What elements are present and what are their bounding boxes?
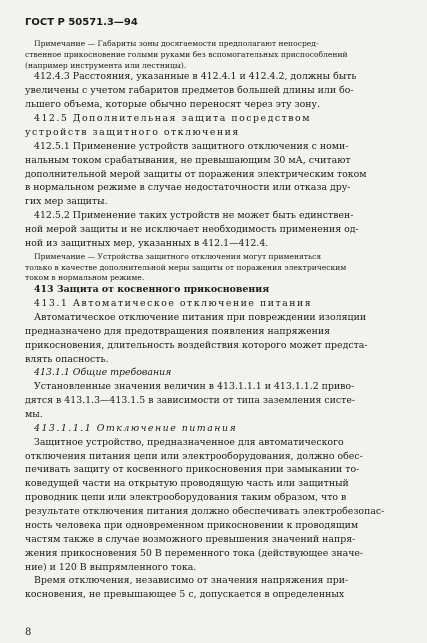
paragraph-line: влять опасность. [25, 354, 109, 365]
paragraph-line: результате отключения питания должно обеспечивать электробезопас- [25, 506, 385, 517]
paragraph-line: ной мерой защиты и не исключает необходимость применения од- [25, 224, 359, 235]
paragraph-line: льшего объема, которые обычно переносят через эту зону. [25, 99, 321, 110]
paragraph-line: отключения питания цепи или электрооборудования, должно обес- [25, 451, 363, 462]
paragraph-line: увеличены с учетом габаритов предметов большей длины или бо- [25, 85, 354, 96]
subsection-heading: 413.1.1.1 Отключение питания [34, 423, 238, 434]
subsection-heading: 413.1.1 Общие требования [34, 367, 172, 378]
note-text-line: (например инструмента или лестницы). [25, 61, 187, 70]
section-heading: 413 Защита от косвенного прикосновения [34, 284, 270, 295]
paragraph-line: в нормальном режиме в случае недостаточности или отказа дру- [25, 182, 351, 193]
page-number: 8 [25, 627, 32, 638]
paragraph-line: 412.4.3 Расстояния, указанные в 412.4.1 и 412.4.2, должны быть [34, 71, 357, 82]
paragraph-line: дополнительной мерой защиты от поражения электрическим током [25, 169, 367, 180]
paragraph-line: 412.5.1 Применение устройств защитного отключения с номи- [34, 141, 349, 152]
paragraph-line: дятся в 413.1.3—413.1.5 в зависимости от типа заземления систе- [25, 395, 356, 406]
note-text-line: током в нормальном режиме. [25, 273, 145, 282]
paragraph-line: жения прикосновения 50 В переменного тока (действующее значе- [25, 548, 364, 559]
paragraph-line: ной из защитных мер, указанных в 412.1—412.4. [25, 238, 269, 249]
note-text-line: Примечание — Габариты зоны досягаемости предполагают непосред- [34, 39, 319, 48]
paragraph-line: мы. [25, 409, 43, 420]
paragraph-line: Автоматическое отключение питания при повреждении изоляции [34, 312, 367, 323]
paragraph-line: нальным током срабатывания, не превышающим 30 мА, считают [25, 155, 351, 166]
paragraph-line: 412.5.2 Применение таких устройств не может быть единствен- [34, 210, 354, 221]
paragraph-line: предназначено для предотвращения появления напряжения [25, 326, 331, 337]
paragraph-line: печивать защиту от косвенного прикосновения при замыкании то- [25, 464, 360, 475]
note-text-line: только в качестве дополнительной меры защиты от поражения электрическим [25, 263, 347, 272]
note-text-line: ственное прикосновение голыми руками без вспомогательных приспособлений [25, 50, 348, 59]
paragraph-line: ность человека при одновременном прикосновении к проводящим [25, 520, 359, 531]
subsection-heading: 413.1 Автоматическое отключение питания [34, 298, 313, 309]
paragraph-line: коведущей части на открытую проводящую часть или защитный [25, 478, 349, 489]
document-code-header: ГОСТ Р 50571.3—94 [25, 17, 138, 28]
paragraph-line: Установленные значения величин в 413.1.1.1 и 413.1.1.2 приво- [34, 381, 355, 392]
paragraph-line: прикосновения, длительность воздействия которого может предста- [25, 340, 368, 351]
note-text-line: Примечание — Устройства защитного отключения могут применяться [34, 252, 322, 261]
paragraph-line: Время отключения, независимо от значения напряжения при- [34, 575, 349, 586]
paragraph-line: косновения, не превышающее 5 с, допускается в определенных [25, 589, 345, 600]
paragraph-line: частям также в случае возможного превышения значений напря- [25, 534, 356, 545]
paragraph-line: гих мер защиты. [25, 196, 108, 207]
paragraph-line: ние) и 120 В выпрямленного тока. [25, 562, 197, 573]
section-heading: 412.5 Дополнительная защита посредством [34, 113, 311, 124]
paragraph-line: Защитное устройство, предназначенное для автоматического [34, 437, 344, 448]
section-heading: устройств защитного отключения [25, 127, 240, 138]
paragraph-line: проводник цепи или электрооборудования таким образом, что в [25, 492, 347, 503]
